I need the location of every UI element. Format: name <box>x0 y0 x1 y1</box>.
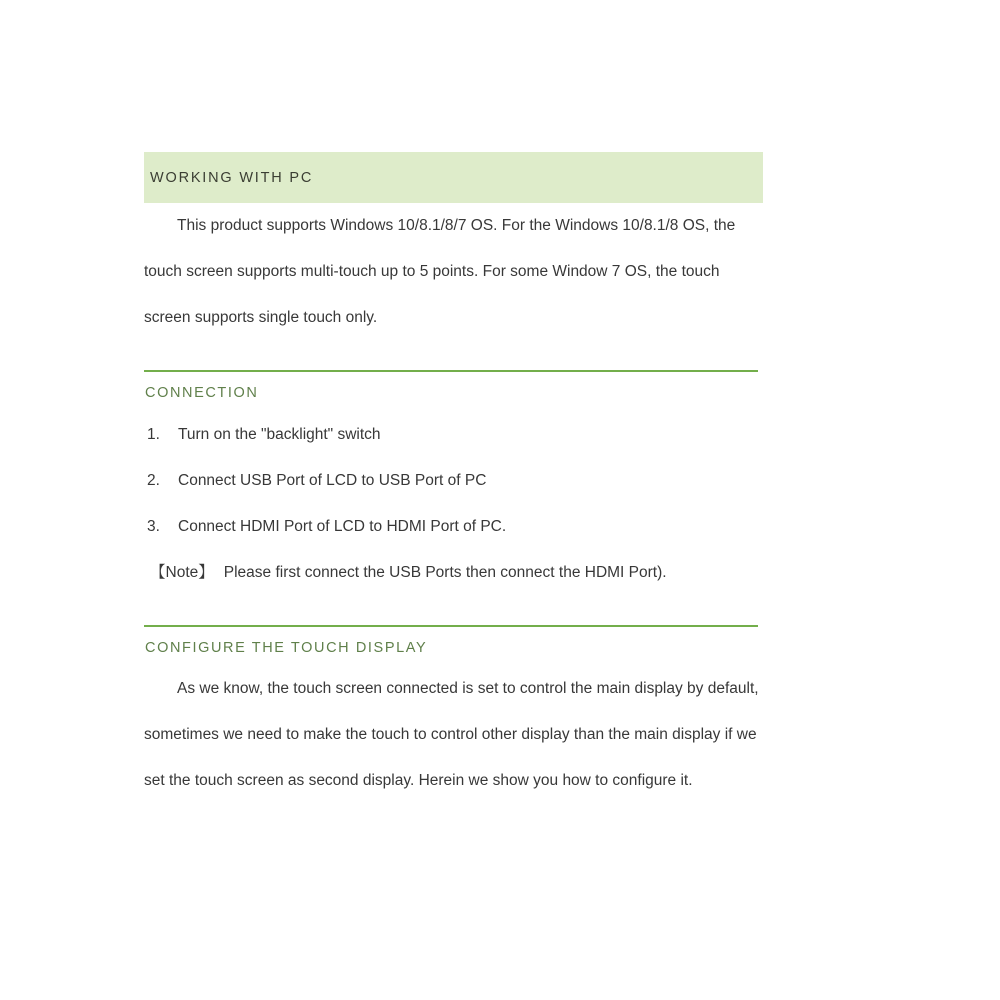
list-item <box>147 504 763 550</box>
note-label: 【Note】 <box>150 564 214 581</box>
list-item <box>147 412 763 458</box>
step-text: Connect USB Port of LCD to USB Port of PC <box>178 472 487 489</box>
document-body <box>144 152 763 804</box>
list-item <box>147 458 763 504</box>
section-divider-rule <box>144 370 758 372</box>
configure-paragraph: As we know, the touch screen connected is set to control the main display by default, sometimes we need to make the touch to control other display than the main display if we set the touch screen as second display. Herein we show you how to configure it. <box>144 680 759 789</box>
banner-title: WORKING WITH PC <box>150 169 314 186</box>
connection-steps-list <box>144 412 763 550</box>
configure-section-title: CONFIGURE THE TOUCH DISPLAY <box>145 640 428 656</box>
step-number: 2. <box>147 472 160 489</box>
section-banner-working-with-pc <box>144 152 763 203</box>
connection-section-title: CONNECTION <box>145 385 259 401</box>
intro-paragraph: This product supports Windows 10/8.1/8/7 OS. For the Windows 10/8.1/8 OS, the touch screen supports multi-touch up to 5 points. For some Window 7 OS, the touch screen supports single touch only. <box>144 217 736 326</box>
step-number: 3. <box>147 518 160 535</box>
step-text: Turn on the "backlight" switch <box>178 426 381 443</box>
step-text: Connect HDMI Port of LCD to HDMI Port of PC. <box>178 518 507 535</box>
step-number: 1. <box>147 426 160 443</box>
connection-note <box>144 550 763 596</box>
note-text: Please first connect the USB Ports then connect the HDMI Port). <box>223 564 667 581</box>
section-divider-rule <box>144 625 758 627</box>
